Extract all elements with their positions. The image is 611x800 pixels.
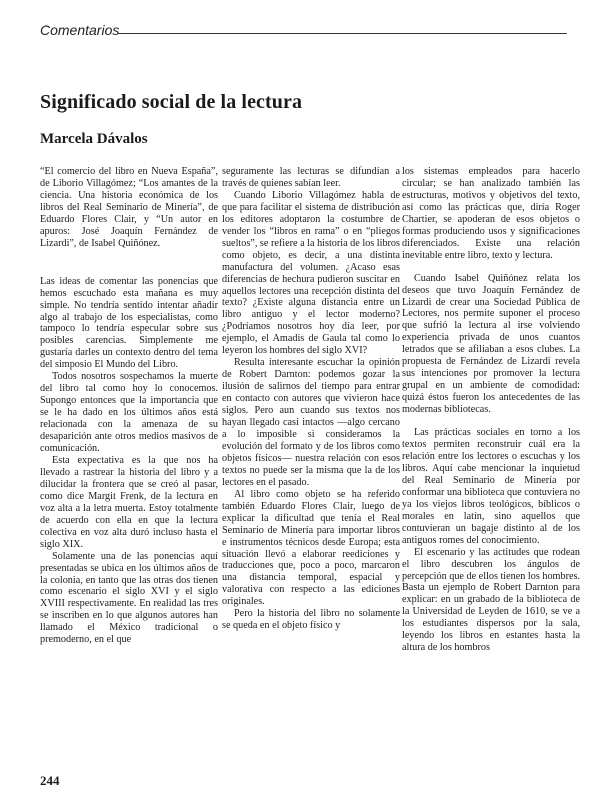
epigraph: “El comercio del libro en Nueva España”, de Liborio Villagómez; “Los amantes de la ciencia. Una historia económica de los libros del Real Seminario de Minería”, de Eduardo Flores Clair, y “Un autor en apuros: José Joaquín Fernández de Lizardi”, de Isabel Quiñónez. (40, 166, 218, 249)
text-column-1 (40, 166, 218, 646)
header-rule (118, 33, 567, 34)
page-number: 244 (40, 773, 60, 788)
paragraph: Todos nosotros sospechamos la muerte del libro tal como hoy lo conocemos. Supongo entonces que la importancia que se le ha dado en los últimos años está relacionada con la amenaza de su desaparición ante otros medios masivos de comunicación. (40, 371, 218, 455)
text-column-2 (222, 166, 400, 632)
paragraph: Esta expectativa es la que nos ha llevado a rastrear la historia del libro y a dilucidar la frontera que se creó al pasar, como dice Margit Frenk, de la lectura en voz alta a la letra muerta. Estoy totalmente de acuerdo con ella en que la lectura colectiva en voz alta duró incluso hasta el siglo XIX. (40, 454, 218, 550)
paragraph: El escenario y las actitudes que rodean el libro descubren los ángulos de percepción que de ellos tienen los hombres. Basta un ejemplo de Robert Darnton para explicar: en un grabado de la biblioteca de la Universidad de Leyden de 1610, se ve a los estudiantes dispersos por la sala, leyendo los libros en estantes hasta la altura de los hombros (402, 546, 580, 654)
paragraph: Al libro como objeto se ha referido también Eduardo Flores Clair, luego de explicar la dificultad que tenía el Real Seminario de Minería para importar libros e instrumentos técnicos desde Europa; esta situación llevó a elaborar reediciones y traducciones que, poco a poco, marcaron una distancia temporal, espacial y valorativa con respecto a las ediciones originales. (222, 488, 400, 608)
article-author: Marcela Dávalos (40, 131, 148, 147)
paragraph: Cuando Liborio Villagómez habla de que para facilitar el sistema de distribución los editores adoptaron la costumbre de vender los “libros en rama” o en “pliegos sueltos”, se refiere a la historia de los libros como objeto, es decir, a una distinta manufactura del volumen. ¿Acaso esas diferencias de hechura pudieron suscitar en aquellos lectores una recepción distinta del texto? ¿Existe alguna distancia entre un libro antiguo y el lector moderno? ¿Podríamos nosotros hoy día leer, por ejemplo, el Amadís de Gaula tal como lo leyeron los hombres del siglo XVI? (222, 189, 400, 357)
paragraph: los sistemas empleados para hacerlo circular; se han analizado también las estructuras, motivos y objetivos del texto, así como las prácticas que, diría Roger Chartier, se apoderan de esos objetos o formas produciendo usos y significaciones diferenciados. Existe una relación inevitable entre libro, texto y lectura. (402, 166, 580, 261)
text-column-3 (402, 166, 580, 654)
article-title: Significado social de la lectura (40, 91, 303, 113)
section-label: Comentarios (40, 22, 120, 38)
paragraph: Cuando Isabel Quiñónez relata los deseos que tuvo Joaquín Fernández de Lizardi de crear una Sociedad Pública de Lectores, nos permite suponer el proceso que sufrió la lectura al irse volviendo experiencia privada de unos cuantos letrados que se afiliaban a esos clubes. La propuesta de Fernández de Lizardi revela sus intenciones por promover la lectura grupal en un ambiente de comodidad: quizá éstos fueron los antecedentes de las modernas bibliotecas. (402, 272, 580, 416)
paragraph: Las prácticas sociales en torno a los textos permiten reconstruir cuál era la relación entre los lectores o escuchas y los libros. Aquí cabe mencionar la inquietud del Real Seminario de Minería por conformar una biblioteca que contuviera no ya los viejos libros teológicos, bíblicos o morales en latín, sino aquellos que contuvieran un bagaje distinto al de los antiguos romes del conocimiento. (402, 427, 580, 546)
paragraph: Resulta interesante escuchar la opinión de Robert Darnton: podemos gozar la ilusión de salirnos del tiempo para entrar en contacto con autores que vivieron hace siglos. Pero aun cuando sus textos nos hayan llegado casi intactos —algo cercano a lo imposible si consideramos la evolución del formato y de los libros como objetos físicos— nuestra relación con esos textos no puede ser la misma que la de los lectores en el pasado. (222, 357, 400, 488)
paragraph: seguramente las lecturas se difundían a través de quienes sabían leer. (222, 166, 400, 189)
paragraph: Las ideas de comentar las ponencias que hemos escuchado esta mañana es muy simple. No tendría sentido intentar añadir algo al trabajo de los especialistas, como tampoco lo tendría especular sobre sus posibles carencias. Simplemente me gustaría darles un contexto dentro del tema del simposio El Mundo del Libro. (40, 275, 218, 371)
paragraph: Pero la historia del libro no solamente se queda en el objeto físico y (222, 608, 400, 632)
paragraph: Solamente una de las ponencias aquí presentadas se ubica en los últimos años de la colonia, en tanto que las otras dos tienen como escenario el siglo XVI y el siglo XVIII respectivamente. En realidad las tres se inscriben en lo que algunos autores han llamado el México tradicional o premoderno, en el que (40, 550, 218, 646)
